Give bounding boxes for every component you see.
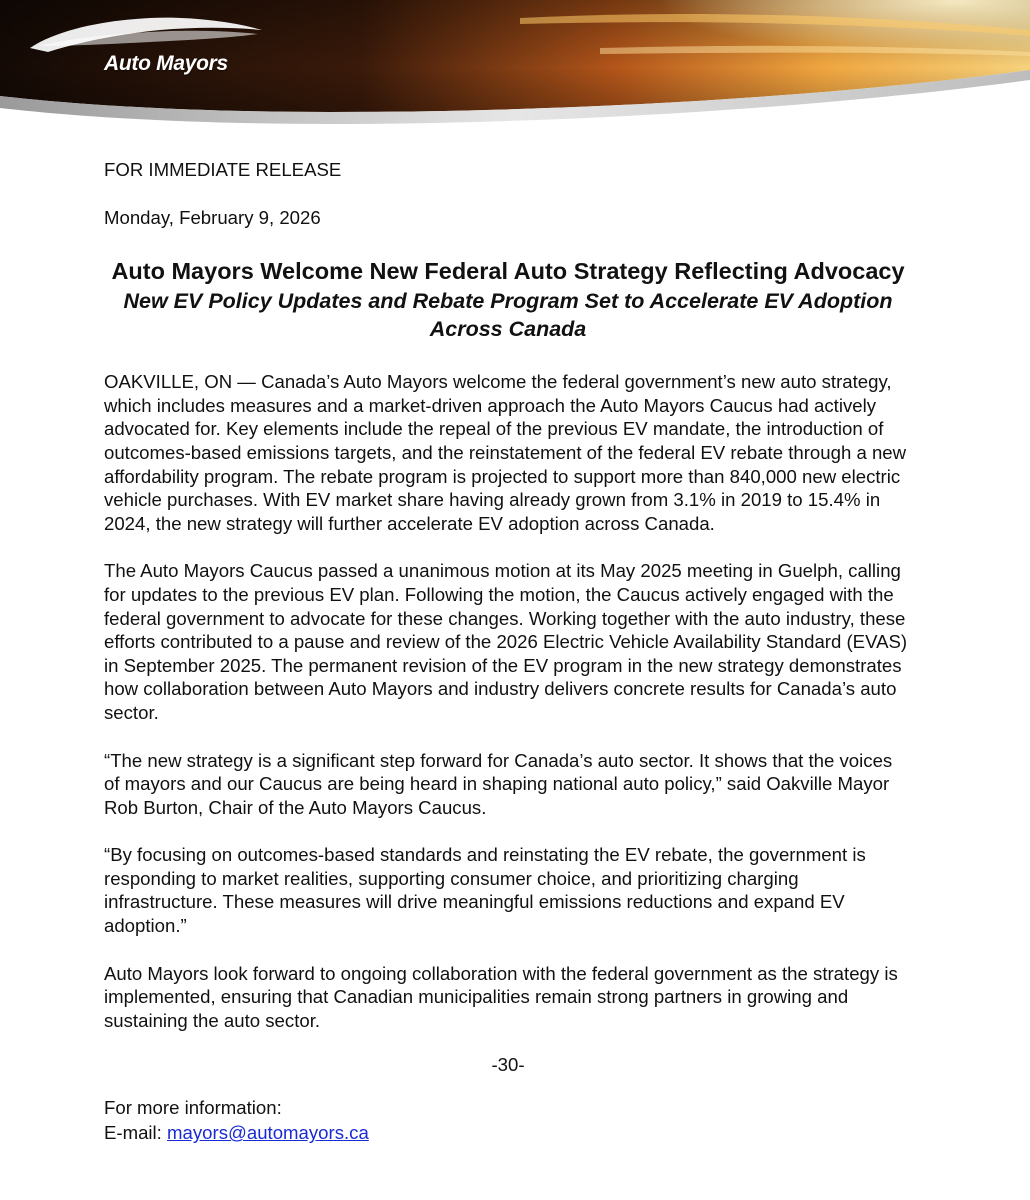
release-date: Monday, February 9, 2026 bbox=[104, 206, 321, 228]
body-paragraph: “The new strategy is a significant step forward for Canada’s auto sector. It shows that the voices of mayors and our Caucus are being heard in shaping national auto policy,” said Oakville Mayor Rob Burton, Chair of the Auto Mayors Caucus. bbox=[104, 749, 893, 818]
press-release bbox=[104, 158, 912, 1145]
header-banner bbox=[0, 0, 1030, 130]
headline-subtitle: New EV Policy Updates and Rebate Program Set to Accelerate EV Adoption Across Canada bbox=[123, 289, 893, 342]
end-mark: -30- bbox=[491, 1054, 525, 1076]
more-info-label: For more information: bbox=[104, 1096, 282, 1118]
body-paragraph: OAKVILLE, ON — Canada’s Auto Mayors welcome the federal government’s new auto strategy, which includes measures and a market-driven approach the Auto Mayors Caucus had actively advocated for. Key elements include the repeal of the previous EV mandate, the introduction of outcomes-based emissions targets, and the reinstatement of the federal EV rebate through a new affordability program. The rebate program is projected to support more than 840,000 new electric vehicle purchases. With EV market share having already grown from 3.1% in 2019 to 15.4% in 2024, the new strategy will further accelerate EV adoption across Canada. bbox=[104, 371, 907, 534]
release-label: FOR IMMEDIATE RELEASE bbox=[104, 159, 342, 180]
brand-name: Auto Mayors bbox=[104, 52, 228, 75]
body-paragraph: The Auto Mayors Caucus passed a unanimous motion at its May 2025 meeting in Guelph, calling for updates to the previous EV plan. Following the motion, the Caucus actively engaged with the federal government to advocate for these changes. Working together with the auto industry, these efforts contributed to a pause and review of the 2026 Electric Vehicle Availability Standard (EVAS) in September 2025. The permanent revision of the EV program in the new strategy demonstrates how collaboration between Auto Mayors and industry delivers concrete results for Canada’s auto sector. bbox=[104, 560, 908, 723]
email-label: E-mail: bbox=[104, 1122, 168, 1144]
email-link[interactable]: mayors@automayors.ca bbox=[167, 1122, 369, 1144]
body-paragraph: “By focusing on outcomes-based standards and reinstating the EV rebate, the government is responding to market realities, supporting consumer choice, and prioritizing charging infrastructure. These measures will drive meaningful emissions reductions and expand EV adoption.” bbox=[104, 844, 866, 937]
headline-title: Auto Mayors Welcome New Federal Auto Strategy Reflecting Advocacy bbox=[111, 258, 905, 285]
body-paragraph: Auto Mayors look forward to ongoing collaboration with the federal government as the strategy is implemented, ensuring that Canadian municipalities remain strong partners in growing and sustaining the auto sector. bbox=[104, 962, 898, 1031]
email-line bbox=[104, 1121, 912, 1145]
